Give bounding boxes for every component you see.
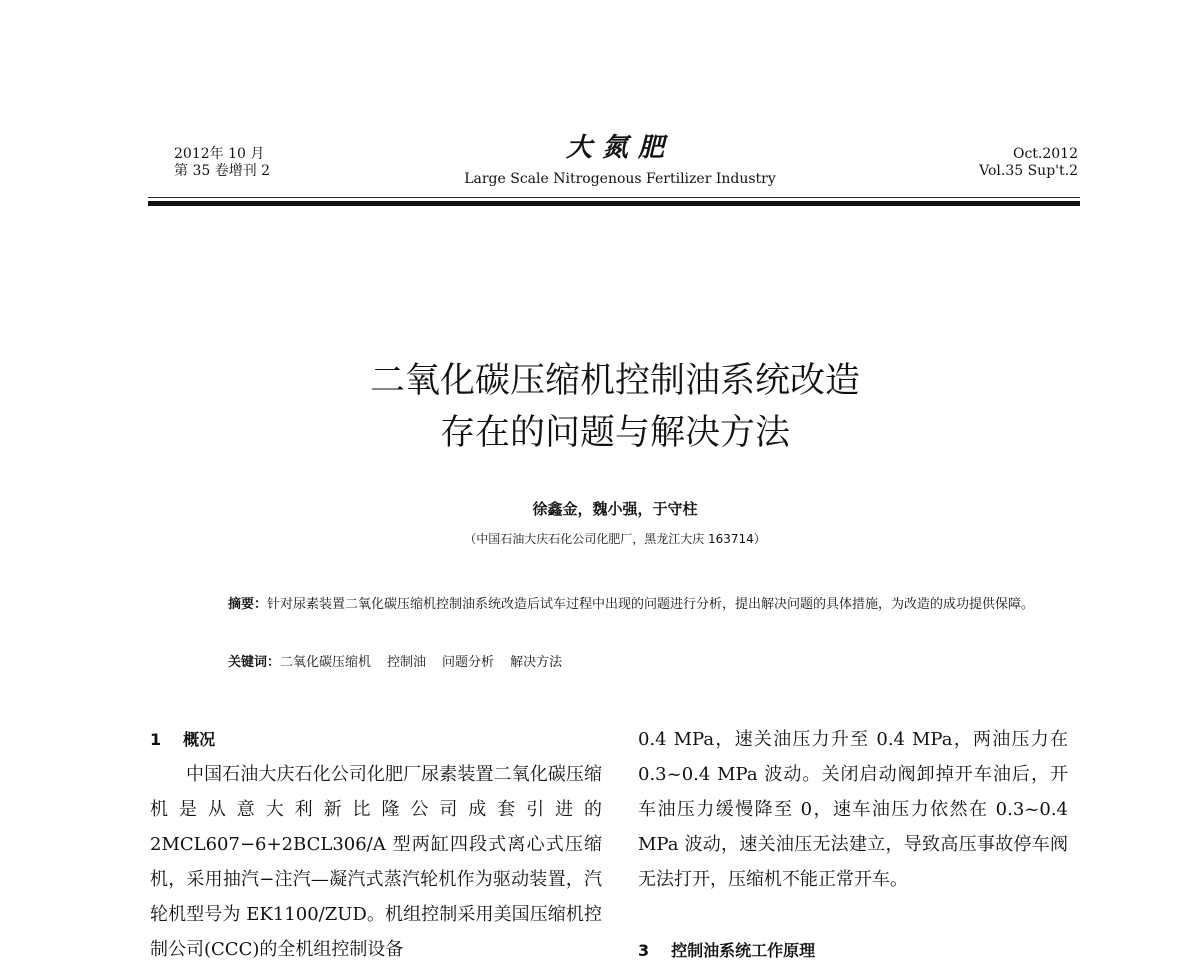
issue-date-cn: 2012年 10 月 <box>174 146 265 162</box>
section-title: 控制油系统工作原理 <box>671 941 816 960</box>
keyword: 解决方法 <box>510 655 563 670</box>
header-left <box>174 146 270 180</box>
section-heading <box>638 933 1068 968</box>
keyword: 控制油 <box>387 655 427 670</box>
journal-logo: 大氮肥 <box>565 133 674 163</box>
issue-date-en: Oct.2012 <box>1012 146 1078 162</box>
header-rule-thin <box>148 197 1080 198</box>
keyword: 问题分析 <box>442 655 495 670</box>
abstract-label: 摘要： <box>228 597 268 612</box>
journal-name: Large Scale Nitrogenous Fertilizer Industry <box>464 171 776 187</box>
section-number: 1 <box>150 730 162 749</box>
authors: 徐鑫金，魏小强，于守柱 <box>532 500 698 518</box>
abstract-text: 针对尿素装置二氧化碳压缩机控制油系统改造后试车过程中出现的问题进行分析，提出解决问题的具体措施，为改造的成功提供保障。 <box>267 597 1035 612</box>
abstract <box>166 588 1046 621</box>
body-paragraph: 0.4 MPa，速关油压力升至 0.4 MPa，两油压力在 0.3~0.4 MPa 波动。关闭启动阀卸掉开车油后，开车油压力缓慢降至 0，速车油压力依然在 0.3~0.4 MPa 波动，速关油压无法建立，导致高压事故停车阀无法打开，压缩机不能正常开车。 <box>638 729 1068 890</box>
left-column <box>150 722 602 967</box>
keywords-label: 关键词： <box>228 655 281 670</box>
keywords <box>228 651 578 670</box>
header-rule-thick <box>148 201 1080 206</box>
keyword: 二氧化碳压缩机 <box>280 655 372 670</box>
right-column <box>638 722 1068 968</box>
body-paragraph: 中国石油大庆石化公司化肥厂尿素装置二氧化碳压缩机是从意大利新比隆公司成套引进的 2MCL607−6+2BCL306/A 型两缸四段式离心式压缩机，采用抽汽−注汽—凝汽式蒸汽轮机作为驱动装置，汽轮机型号为 EK1100/ZUD。机组控制采用美国压缩机控制公司(CCC)的全机组控制设备 <box>150 764 602 960</box>
title-line-2: 存在的问题与解决方法 <box>439 413 790 453</box>
section-number: 3 <box>638 941 650 960</box>
issue-volume-en: Vol.35 Sup't.2 <box>979 163 1078 179</box>
issue-volume-cn: 第 35 卷增刊 2 <box>174 163 271 179</box>
header-right <box>979 146 1078 180</box>
section-heading <box>150 722 602 757</box>
article-title <box>200 355 1030 459</box>
affiliation: （中国石油大庆石化公司化肥厂，黑龙江大庆 163714） <box>464 532 766 546</box>
title-line-1: 二氧化碳压缩机控制油系统改造 <box>369 361 860 401</box>
section-title: 概况 <box>183 730 216 749</box>
